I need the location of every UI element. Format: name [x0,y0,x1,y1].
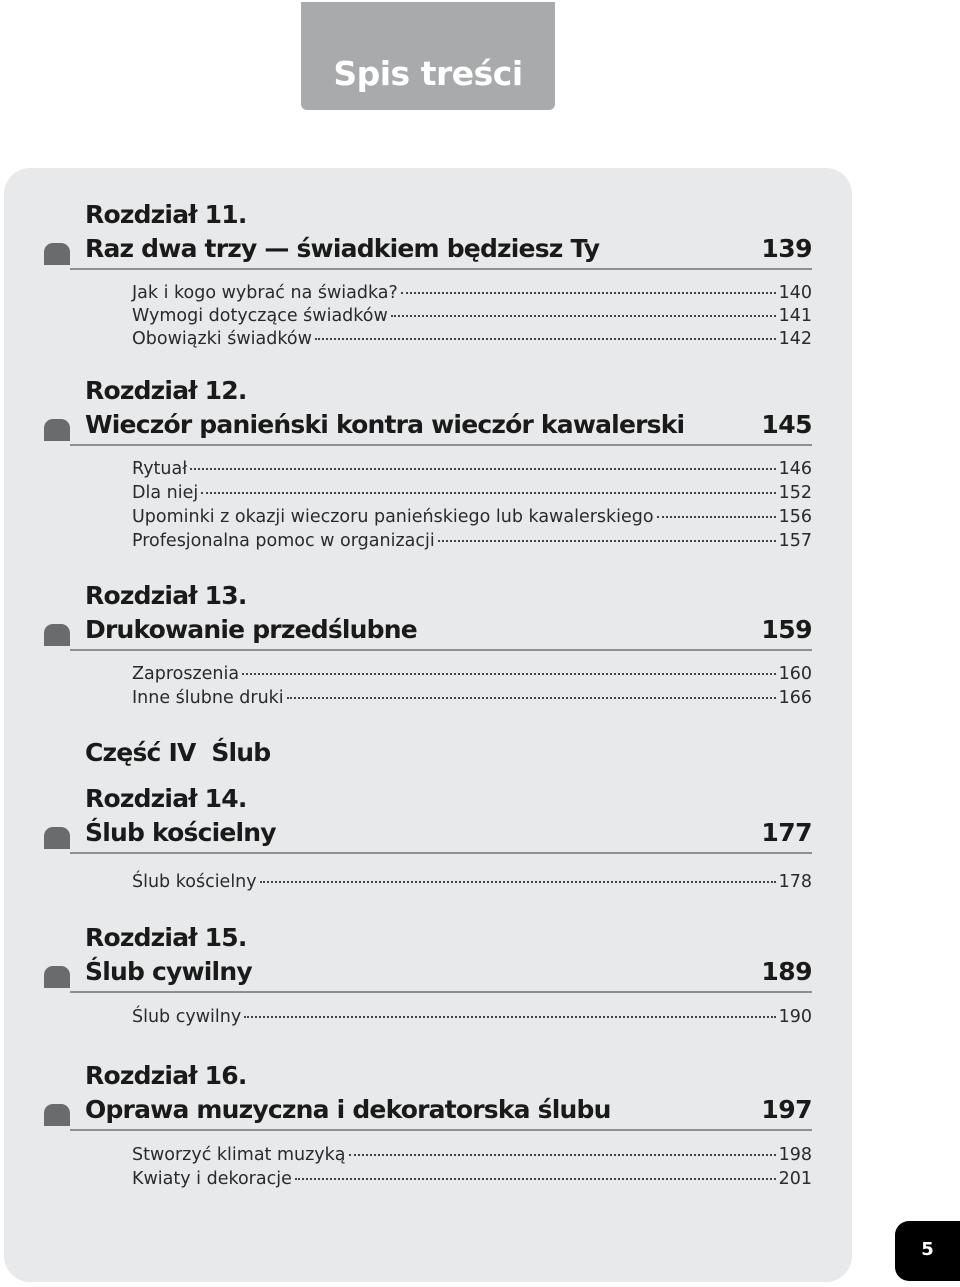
dot-leader [295,1178,776,1180]
dot-leader [657,516,776,518]
page-number-badge [895,1221,960,1281]
entry-page: 146 [778,459,812,479]
entry-page: 201 [778,1169,812,1189]
entry-title: Stworzyć klimat muzyką [132,1145,346,1165]
chapter-marker [44,1104,70,1126]
dot-leader [349,1154,776,1156]
entry-title: Ślub kościelny [132,872,257,892]
chapter-number: Rozdział 13. [85,581,247,610]
entry-page: 157 [778,531,812,551]
dot-leader [260,881,776,883]
toc-entry[interactable] [132,1169,812,1193]
chapter-number: Rozdział 15. [85,923,247,952]
entry-title: Profesjonalna pomoc w organizacji [132,531,435,551]
chapter-rule [70,444,812,446]
entry-page: 141 [778,306,812,326]
chapter-marker [44,966,70,988]
page-title: Spis treści [333,54,523,93]
dot-leader [438,540,776,542]
toc-entry[interactable] [132,531,812,555]
entry-title: Inne ślubne druki [132,688,284,708]
chapter-rule [70,268,812,270]
chapter-rule [70,852,812,854]
toc-entry[interactable] [132,1145,812,1169]
chapter-title[interactable]: Raz dwa trzy — świadkiem będziesz Ty [85,234,600,263]
entry-title: Obowiązki świadków [132,329,312,349]
entry-page: 198 [778,1145,812,1165]
dot-leader [190,468,775,470]
dot-leader [391,315,776,317]
entry-title: Jak i kogo wybrać na świadka? [132,283,398,303]
chapter-rule [70,1129,812,1131]
entry-title: Wymogi dotyczące świadków [132,306,388,326]
chapter-page: 177 [761,818,812,847]
chapter-number: Rozdział 11. [85,200,247,229]
part-label: Część IV [85,738,196,767]
chapter-title[interactable]: Ślub cywilny [85,957,252,986]
chapter-title[interactable]: Wieczór panieński kontra wieczór kawalerski [85,410,685,439]
chapter-marker [44,624,70,646]
entry-page: 140 [778,283,812,303]
chapter-rule [70,991,812,993]
toc-entry[interactable] [132,872,812,896]
dot-leader [242,673,776,675]
chapter-title[interactable]: Oprawa muzyczna i dekoratorska ślubu [85,1095,611,1124]
entry-page: 142 [778,329,812,349]
toc-entry[interactable] [132,1007,812,1031]
chapter-title[interactable]: Ślub kościelny [85,818,276,847]
entry-page: 152 [778,483,812,503]
page-number: 5 [921,1239,934,1260]
toc-entry[interactable] [132,283,812,307]
header-tab [301,2,555,110]
toc-entry[interactable] [132,306,812,330]
chapter-title[interactable]: Drukowanie przedślubne [85,615,417,644]
chapter-number: Rozdział 12. [85,376,247,405]
chapter-marker [44,827,70,849]
chapter-page: 145 [761,410,812,439]
toc-entry[interactable] [132,329,812,353]
toc-entry[interactable] [132,507,812,531]
chapter-marker [44,243,70,265]
chapter-number: Rozdział 16. [85,1061,247,1090]
toc-entry[interactable] [132,664,812,688]
chapter-marker [44,419,70,441]
part-title: Ślub [211,738,271,767]
chapter-page: 159 [761,615,812,644]
entry-title: Kwiaty i dekoracje [132,1169,292,1189]
dot-leader [201,492,775,494]
part-heading [85,738,270,767]
chapter-page: 139 [761,234,812,263]
entry-title: Rytuał [132,459,188,479]
toc-entry[interactable] [132,483,812,507]
chapter-rule [70,649,812,651]
entry-page: 178 [778,872,812,892]
dot-leader [401,292,776,294]
entry-title: Upominki z okazji wieczoru panieńskiego lub kawalerskiego [132,507,654,527]
entry-title: Dla niej [132,483,199,503]
dot-leader [244,1016,775,1018]
dot-leader [315,338,776,340]
entry-title: Ślub cywilny [132,1007,242,1027]
toc-panel [4,168,852,1282]
dot-leader [287,697,776,699]
chapter-page: 197 [761,1095,812,1124]
toc-entry[interactable] [132,459,812,483]
entry-page: 156 [778,507,812,527]
entry-title: Zaproszenia [132,664,240,684]
entry-page: 166 [778,688,812,708]
toc-entry[interactable] [132,688,812,712]
chapter-number: Rozdział 14. [85,784,247,813]
entry-page: 190 [778,1007,812,1027]
chapter-page: 189 [761,957,812,986]
entry-page: 160 [778,664,812,684]
